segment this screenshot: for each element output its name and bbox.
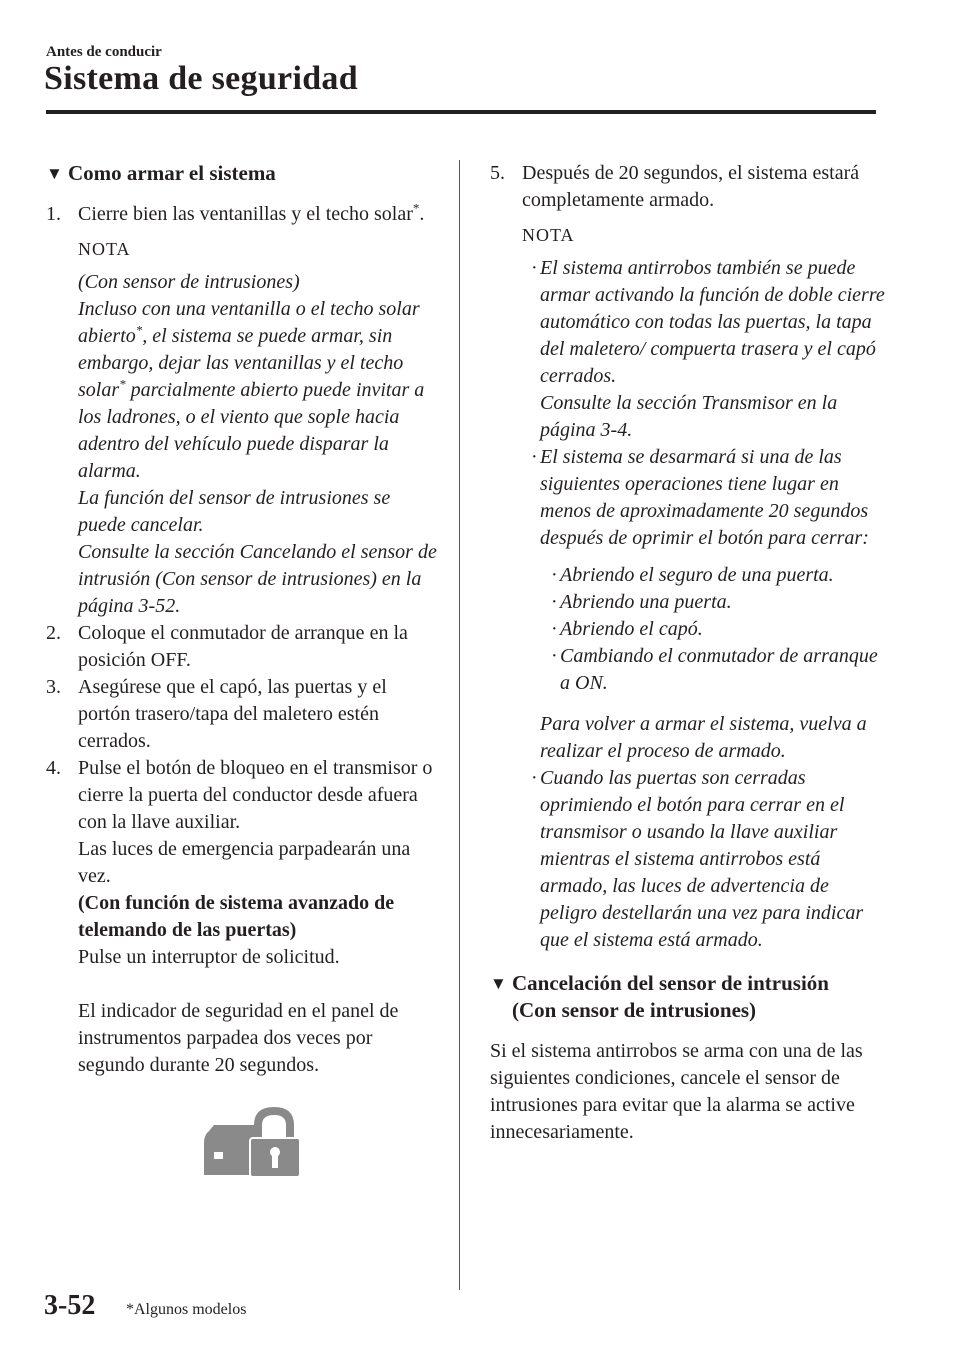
triangle-down-icon: ▼	[46, 164, 63, 183]
note: (Con sensor de intrusiones) Incluso con una ventanilla o el techo solar abierto*, el sistema se puede armar, sin embargo, dejar las ventanillas y el techo solar* parcialmente abierto puede invitar a los ladrones, o el viento que sople hacia adentro del vehículo puede disparar la alarma. La función del sensor de intrusiones se puede cancelar. Consulte la sección Cancelando el sensor de intrusión (Con sensor de intrusiones) en la página 3-52.	[78, 271, 437, 617]
left-column	[46, 160, 441, 1187]
bullet-dot-icon: ·	[551, 591, 557, 613]
step-number: 3.	[46, 676, 61, 698]
step-number: 1.	[46, 203, 61, 225]
bullet-dot-icon: ·	[531, 257, 537, 279]
section-heading: ▼ Cancelación del sensor de intrusión (Con sensor de intrusiones)	[490, 971, 829, 1022]
car-lock-icon	[200, 1105, 441, 1187]
section-heading: ▼ Como armar el sistema	[46, 161, 276, 185]
list-item: · Cambiando el conmutador de arranque a ON.	[548, 643, 885, 697]
footnote: *Algunos modelos	[126, 1301, 247, 1318]
step-2: 2. Coloque el conmutador de arranque en la posición OFF.	[46, 622, 408, 671]
step-4: 4. Pulse el botón de bloqueo en el transmisor o cierre la puerta del conductor desde afuera con la llave auxiliar. Las luces de emergencia parpadearán una vez. (Con función de sistema avanzado de telemando de las puertas) Pulse un interruptor de solicitud. El indicador de seguridad en el panel de instrumentos parpadea dos veces por segundo durante 20 segundos.	[46, 757, 433, 1076]
bullet-dot-icon: ·	[531, 446, 537, 468]
note-label: NOTA	[522, 225, 575, 245]
step-5: 5. Después de 20 segundos, el sistema estará completamente armado.	[490, 162, 860, 211]
section-label: Antes de conducir	[46, 44, 162, 60]
column-divider	[459, 160, 460, 1290]
step-number: 4.	[46, 757, 61, 779]
list-item: · Abriendo el capó.	[548, 616, 885, 643]
bullet-dot-icon: ·	[551, 564, 557, 586]
right-column	[490, 160, 885, 1146]
list-item: · Abriendo el seguro de una puerta.	[548, 562, 885, 589]
header-rule	[46, 110, 876, 114]
step-3: 3. Asegúrese que el capó, las puertas y el portón trasero/tapa del maletero estén cerrados.	[46, 676, 387, 752]
note: · El sistema antirrobos también se puede armar activando la función de doble cierre automático con todas las puertas, la tapa del maletero/ compuerta trasera y el capó cerrados. Consulte la sección Transmisor en la página 3-4. · El sistema se desarmará si una de las siguientes operaciones tiene lugar en menos de aproximadamente 20 segundos después de oprimir el botón para cerrar: · Abriendo el seguro de una puerta. · Abriendo una puerta. · Abriendo el capó. · Cambiando el conmutador de arranque a ON. Para volver a armar el sistema, vuelva a realizar el proceso de armado. · Cuando las puertas son cerradas oprimiendo el botón para cerrar en el transmisor o usando la llave auxiliar mientras el sistema antirrobos está armado, las luces de advertencia de peligro destellarán una vez para indicar que el sistema está armado.	[528, 255, 885, 954]
note-label: NOTA	[78, 239, 131, 259]
step-1: 1. Cierre bien las ventanillas y el techo solar*. NOTA (Con sensor de intrusiones) Incluso con una ventanilla o el techo solar abierto*, el sistema se puede armar, sin embargo, dejar las ventanillas y el techo solar* parcialmente abierto puede invitar a los ladrones, o el viento que sople hacia adentro del vehículo puede disparar la alarma. La función del sensor de intrusiones se puede cancelar. Consulte la sección Cancelando el sensor de intrusión (Con sensor de intrusiones) en la página 3-52.	[46, 201, 441, 620]
step-number: 5.	[490, 162, 505, 184]
list-item: · Abriendo una puerta.	[548, 589, 885, 616]
step-number: 2.	[46, 622, 61, 644]
sub-list	[548, 562, 885, 697]
list-item: · El sistema antirrobos también se puede armar activando la función de doble cierre automático con todas las puertas, la tapa del maletero/ compuerta trasera y el capó cerrados. Consulte la sección Transmisor en la página 3-4.	[528, 255, 885, 444]
triangle-down-icon: ▼	[490, 974, 507, 993]
bullet-dot-icon: ·	[551, 645, 557, 667]
list-item: · El sistema se desarmará si una de las siguientes operaciones tiene lugar en menos de aproximadamente 20 segundos después de oprimir el botón para cerrar:	[528, 444, 885, 552]
bullet-dot-icon: ·	[531, 767, 537, 789]
page-number: 3-52	[44, 1290, 96, 1321]
list-item: · Cuando las puertas son cerradas oprimiendo el botón para cerrar en el transmisor o usando la llave auxiliar mientras el sistema antirrobos está armado, las luces de advertencia de peligro destellarán una vez para indicar que el sistema está armado.	[528, 765, 885, 954]
body-paragraph: Si el sistema antirrobos se arma con una de las siguientes condiciones, cancele el sensor de intrusiones para evitar que la alarma se active innecesariamente.	[490, 1040, 863, 1143]
footnote-marker: *	[412, 200, 420, 216]
page-title: Sistema de seguridad	[44, 60, 358, 97]
bullet-dot-icon: ·	[551, 618, 557, 640]
